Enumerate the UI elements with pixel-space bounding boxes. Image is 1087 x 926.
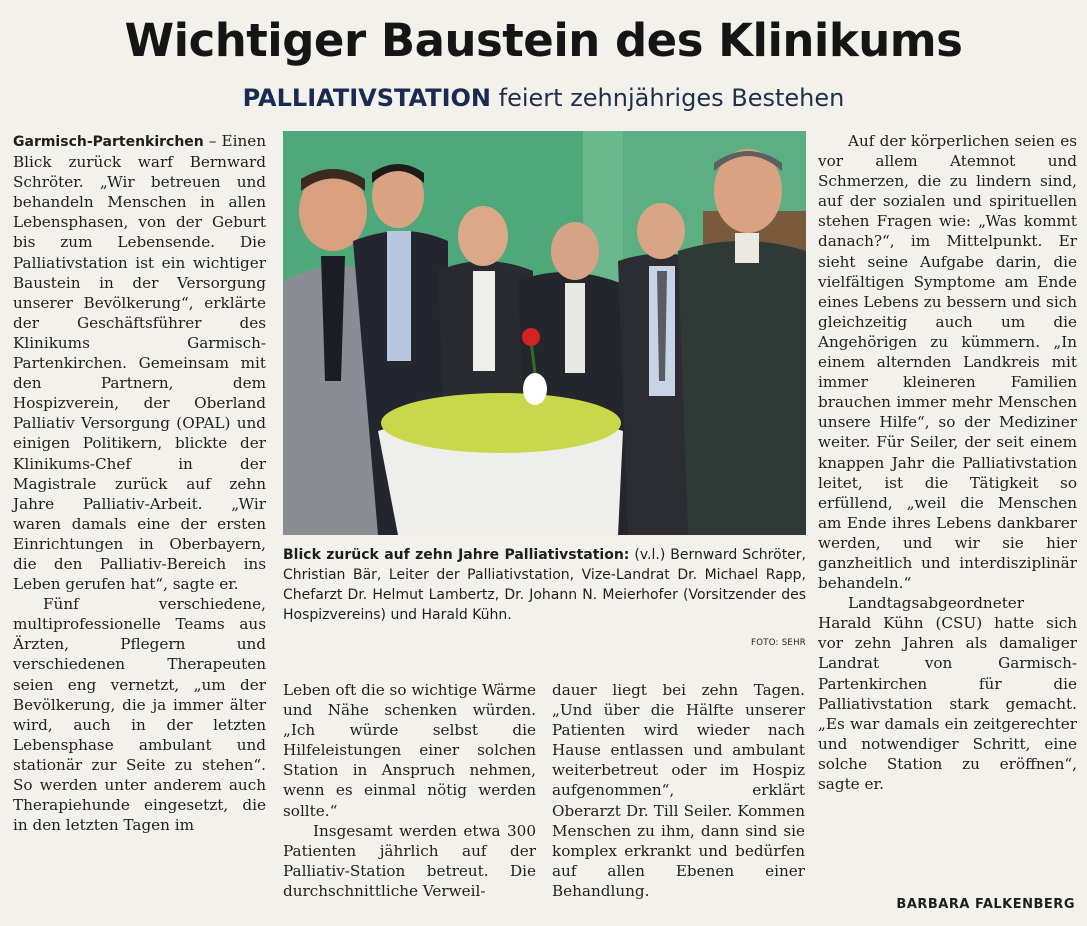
- group-photo: [283, 131, 806, 535]
- photo-caption: [283, 545, 806, 625]
- subheadline: [0, 84, 1087, 112]
- article-column-4: [818, 131, 1077, 794]
- photo-illustration: [283, 131, 806, 535]
- paragraph-text: – Einen Blick zurück warf Bernward Schröter. „Wir betreuen und behandeln Menschen in allen Lebensphasen, von der Geburt bis zum Lebensende. Die Palliativstation ist ein wichtiger Baustein in der Versorgung unserer Bevölkerung“, erklärte der Geschäftsführer des Klinikums Garmisch-Partenkirchen. Gemeinsam mit den Partnern, dem Hospizverein, der Oberland Palliativ Versorgung (OPAL) und einigen Politikern, blickte der Klinikums-Chef in der Magistrale zurück auf zehn Jahre Palliativ-Arbeit. „Wir waren damals eine der ersten Einrichtungen in Oberbayern, die den Palliativ-Bereich ins Leben gerufen hat“, sagte er.: [13, 132, 266, 594]
- author-byline: BARBARA FALKENBERG: [896, 897, 1075, 912]
- article-column-1: [13, 131, 266, 835]
- paragraph: Leben oft die so wichtige Wärme und Nähe schenken würden. „Ich würde selbst die Hilfeleistungen einer solchen Station in Anspruch nehmen, wenn es einmal nötig werden sollte.“: [283, 681, 536, 820]
- subhead-kicker: PALLIATIVSTATION: [242, 84, 491, 112]
- subhead-text: feiert zehnjähriges Bestehen: [498, 84, 845, 112]
- paragraph: Fünf verschiedene, multiprofessionelle Teams aus Ärzten, Pflegern und verschiedenen Therapeuten seien eng vernetzt, „um der Bevölkerung, die ja immer älter wird, auch in der letzten Lebensphase ambulant und stationär zur Seite zu stehen“. So werden unter anderem auch Therapiehunde eingesetzt, die in den letzten Tagen im: [13, 595, 266, 835]
- paragraph: Insgesamt werden etwa 300 Patienten jährlich auf der Palliativ-Station betreut. Die durchschnittliche Verweil-: [283, 821, 536, 900]
- paragraph: Landtagsabgeordneter Harald Kühn (CSU) hatte sich vor zehn Jahren als damaliger Landrat von Garmisch-Partenkirchen für die Palliativstation stark gemacht. „Es war damals ein zeitgerechter und notwendiger Schritt, eine solche Station zu eröffnen“, sagte er.: [818, 594, 1077, 793]
- photo-credit: FOTO: SEHR: [751, 638, 806, 648]
- caption-text: (v.l.) Bernward Schröter, Christian Bär, Leiter der Palliativstation, Vize-Landrat Dr. Michael Rapp, Chefarzt Dr. Helmut Lambertz, Dr. Johann N. Meierhofer (Vorsitzender des Hospizvereins) und Harald Kühn.: [283, 547, 807, 623]
- paragraph: [13, 131, 266, 594]
- article-column-2: [283, 680, 536, 901]
- paragraph: dauer liegt bei zehn Tagen. „Und über die Hälfte unserer Patienten wird wieder nach Hause entlassen und ambulant weiterbetreut oder im Hospiz aufgenommen“, erklärt Oberarzt Dr. Till Seiler. Kommen Menschen zu ihm, dann sind sie komplex erkrankt und bedürfen auf allen Ebenen einer Behandlung.: [552, 681, 805, 900]
- paragraph: Auf der körperlichen seien es vor allem Atemnot und Schmerzen, die zu lindern sind, auf der sozialen und spirituellen stehen Fragen wie: „Was kommt danach?“, im Mittelpunkt. Er sieht seine Aufgabe darin, die vielfältigen Symptome am Ende eines Lebens zu bessern und sich gleichzeitig auch um die Angehörigen zu kümmern. „In einem alternden Landkreis mit immer kleineren Familien brauchen immer mehr Menschen unsere Hilfe“, so der Mediziner weiter. Für Seiler, der seit einem knappen Jahr die Palliativstation leitet, ist die Tätigkeit so erfüllend, „weil die Menschen am Ende ihres Lebens dankbarer werden, und wir sie hier ganzheitlich und interdisziplinär behandeln.“: [818, 132, 1077, 593]
- article-column-3: [552, 680, 805, 901]
- dateline: Garmisch-Partenkirchen: [13, 134, 204, 150]
- headline: Wichtiger Baustein des Klinikums: [124, 14, 963, 67]
- caption-lead: Blick zurück auf zehn Jahre Palliativstation:: [283, 547, 630, 563]
